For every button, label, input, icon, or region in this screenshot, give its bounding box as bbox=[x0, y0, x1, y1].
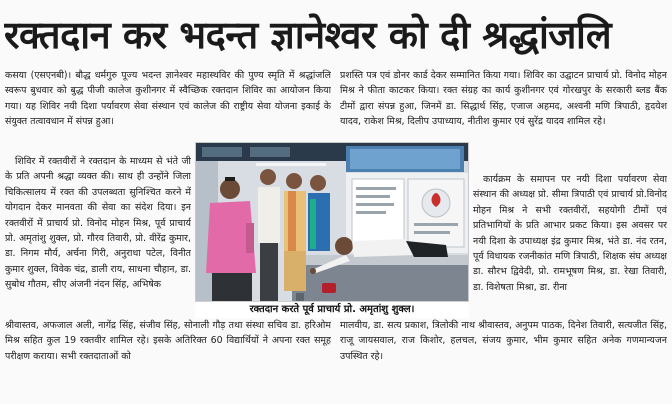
article-paragraph: शिविर में रक्तवीरों ने रक्तदान के माध्यम से भंते जी के प्रति अपनी श्रद्धा व्यक्त की। साथ ही उन्होंने जिला चिकित्सालय में रक्त की उपलब्धता सुनिश्चित करने में योगदान देकर मानवता की सेवा का संदेश दिया। इन रक्तवीरों में प्राचार्य प्रो. विनोद मोहन मिश्र, पूर्व प्राचार्य प्रो. अमृतांशु शुक्ल, प्रो. गौरव तिवारी, प्रो. वीरेंद्र कुमार, डा. निगम मौर्य, अर्चना गिरी, अनुराधा पटेल, विनीत कुमार शुक्ल, विवेक चंद्र, डाली राय, साधना चौहान, डा. सुबोध गौतम, सीए अंजनी नंदन सिंह, अभिषेक bbox=[5, 156, 191, 291]
article-paragraph: कार्यक्रम के समापन पर नयी दिशा पर्यावरण सेवा संस्थान की अध्यक्ष प्रो. सीमा त्रिपाठी एवं प्राचार्य प्रो.विनोद मोहन मिश्र ने सभी रक्तवीरों, सहयोगी टीमों एवं प्रतिभागियों के प्रति आभार प्रकट किया। इस अवसर पर नयी दिशा के उपाध्यक्ष इंद्र कुमार मिश्र, भंते डा. नंद रतन, पूर्व विधायक रजनीकांत मणि त्रिपाठी, शिक्षक संघ अध्यक्ष डा. सौरभ द्विवेदी, प्रो. रामभूषण मिश्र, डा. रेखा तिवारी, डा. विशेषता मिश्रा, डा. रीना bbox=[473, 174, 667, 293]
article-column-right-bottom bbox=[340, 318, 667, 400]
article-paragraph: कसया (एसएनबी)। बौद्ध धर्मगुरु पूज्य भदन्त ज्ञानेश्वर महास्थविर की पुण्य स्मृति में श्रद्धांजलि स्वरूप बुधवार को बुद्ध पीजी कालेज कुशीनगर में स्वैच्छिक रक्तदान शिविर का आयोजन किया गया। यह शिविर नयी दिशा पर्यावरण सेवा संस्थान एवं कालेज की राष्ट्रीय सेवा योजना इकाई के संयुक्त तत्वावधान में संपन्न हुआ। bbox=[5, 70, 331, 128]
article-paragraph: मालवीय, डा. सत्य प्रकाश, त्रिलोकी नाथ श्रीवास्तव, अनुपम पाठक, दिनेश तिवारी, सत्यजीत सिंह, राजू जायसवाल, राज किशोर, हलचल, संजय कुमार, भीम कुमार सहित अनेक गणमान्यजन उपस्थित रहे। bbox=[340, 320, 667, 362]
article-column-right-middle bbox=[473, 172, 667, 318]
article-column-left-middle bbox=[5, 154, 191, 316]
headline: रक्तदान कर भदन्त ज्ञानेश्वर को दी श्रद्धांजलि bbox=[4, 12, 612, 57]
article-column-right-top bbox=[340, 68, 667, 172]
article-paragraph: श्रीवास्तव, अफजाल अली, नागेंद्र सिंह, संजीव सिंह, सोनाली गौड़ तथा संस्था सचिव डा. हरिओम मिश्र सहित कुल 19 रक्तवीर शामिल रहे। इसके अतिरिक्त 60 विद्यार्थियों ने अपना रक्त समूह परीक्षण कराया। सभी रक्तदाताओं को bbox=[5, 320, 331, 362]
article-column-left-bottom bbox=[5, 318, 331, 400]
photo-caption: रक्तदान करते पूर्व प्राचार्य प्रो. अमृतांशु शुक्ल। bbox=[195, 301, 469, 318]
article-paragraph: प्रशस्ति पत्र एवं डोनर कार्ड देकर सम्मानित किया गया। शिविर का उद्घाटन प्राचार्य प्रो. विनोद मोहन मिश्र ने फीता काटकर किया। रक्त संग्रह का कार्य कुशीनगर एवं गोरखपुर के सरकारी ब्लड बैंक टीमों द्वारा संपन्न हुआ, जिनमें डा. सिद्धार्थ सिंह, एजाज अहमद, अश्वनी मणि त्रिपाठी, हृदयेश यादव, राकेश मिश्र, दिलीप उपाध्याय, नीतीश कुमार एवं सुरेंद्र यादव शामिल रहे। bbox=[340, 70, 667, 128]
